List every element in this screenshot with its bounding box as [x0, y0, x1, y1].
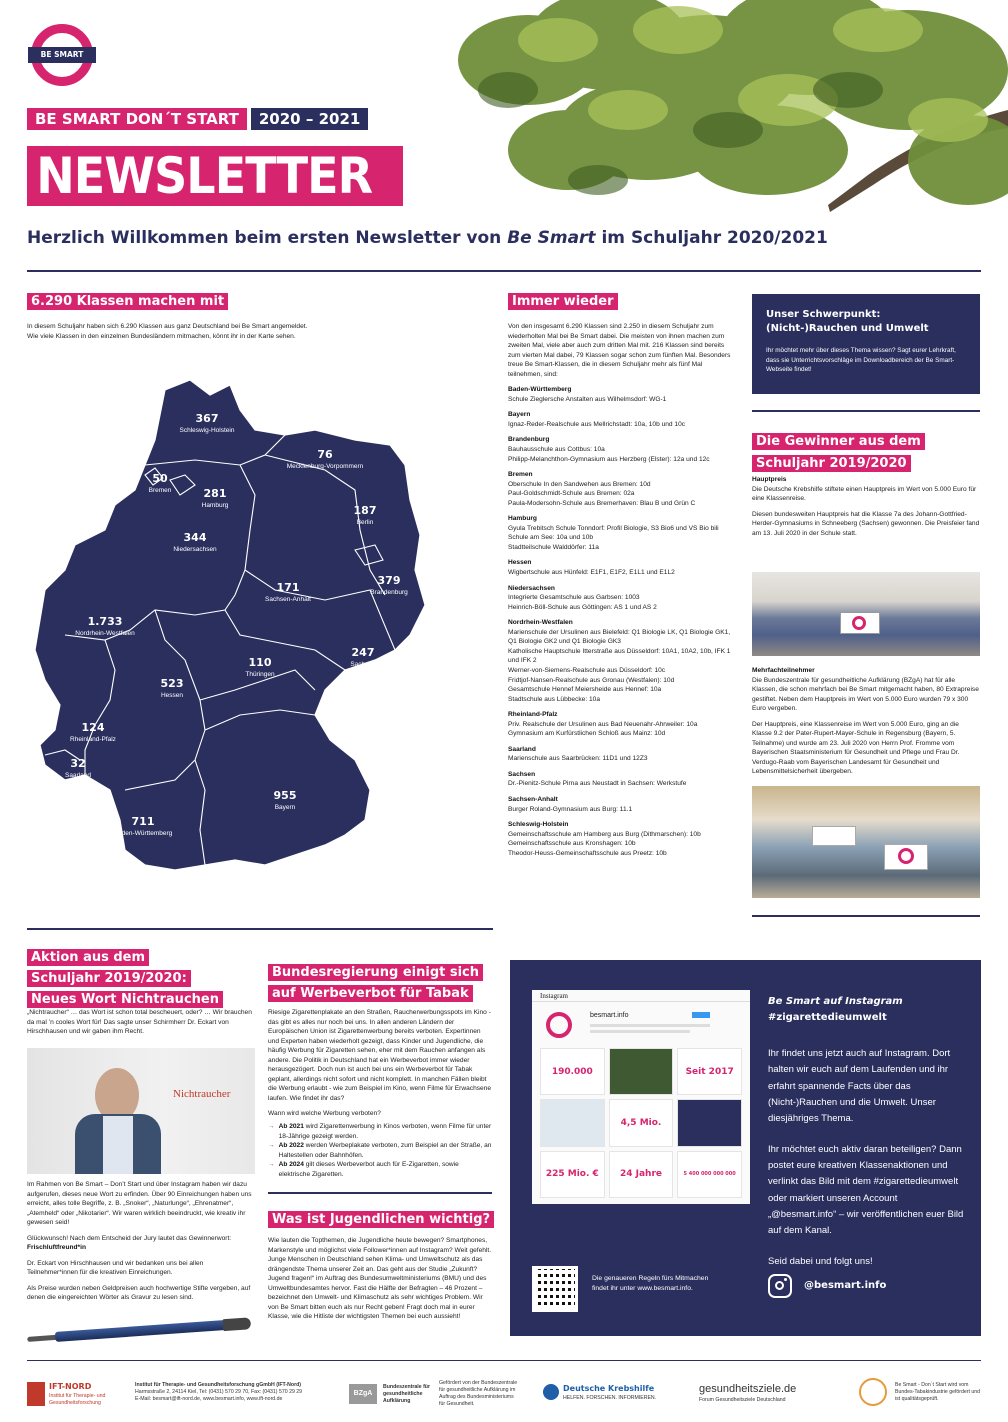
immer-group-line: Heinrich-Böll-Schule aus Göttingen: AS 1 und AS 2	[508, 603, 657, 611]
tree-illustration	[448, 0, 1008, 250]
divider-top	[27, 270, 981, 272]
immer-group-line: Philipp-Melanchthon-Gymnasium aus Herzberg (Elster): 12a und 12c	[508, 455, 710, 463]
klassen-intro-2: Wie viele Klassen in den einzelnen Bundesländern mitmachen, könnt ihr in der Karte sehen.	[27, 332, 296, 340]
aktion-intro: „Nichtraucher“ … das Wort ist schon total bescheuert, oder? … Wir brauchen da mal ’n cooles Wort für! Das sagte unser Schirmherr Dr. Eckart von Hirschhausen und wir gaben ihm Recht.	[27, 1009, 252, 1036]
immer-heading	[508, 292, 618, 310]
map-state-name: Hamburg	[201, 502, 229, 509]
immer-content	[508, 322, 736, 864]
instagram-tile[interactable]	[677, 1099, 742, 1146]
tag-year: 2020 – 2021	[251, 108, 368, 130]
immer-group	[508, 410, 736, 429]
ift-mail[interactable]: E-Mail: besmart@ift-nord.de, www.besmart.info, www.ift-nord.de	[135, 1396, 283, 1403]
quality-seal	[859, 1378, 887, 1406]
krebshilfe-sub: HELFEN. FORSCHEN. INFORMIEREN.	[563, 1395, 657, 1401]
photo-ceremony	[752, 786, 980, 898]
aktion-text-1: Im Rahmen von Be Smart – Don’t Start und über Instagram haben wir dazu aufgerufen, dieses neue Wort zu erfinden. Über 90 Einreichungen haben uns erreicht, alles tolle Begriffe, z. B. „Snoker“, „Naturlunge“, „Ehrenatmer“, „Atemheld“ oder „Nikotarier“. Wir waren wirklich beeindruckt, wie kreativ ihr gewesen seid!	[27, 1181, 252, 1227]
klassen-heading	[27, 292, 228, 310]
instagram-tile[interactable]	[540, 1099, 605, 1146]
map-state-name: Schleswig-Holstein	[179, 427, 235, 434]
instagram-tile[interactable]	[609, 1048, 674, 1095]
immer-group-line: Paula-Modersohn-Schule aus Bremerhaven: Blau B und Grün C	[508, 499, 696, 507]
aktion-heading	[27, 947, 257, 1009]
werbeverbot-item	[268, 1122, 492, 1141]
gewinner-hp-text-1: Die Deutsche Krebshilfe stiftete einen Hauptpreis im Wert von 5.000 Euro für eine Klassenreise.	[752, 485, 977, 503]
map-state-name: Rheinland-Pfalz	[70, 736, 116, 743]
gewinner-hp-title: Hauptpreis	[752, 476, 787, 483]
instagram-tile[interactable]: 225 Mio. €	[540, 1151, 605, 1198]
instagram-title-1: Be Smart auf Instagram	[768, 996, 903, 1007]
last-note: Be Smart - Don´t Start wird vom Bundes-Tabakindustrie gefördert und ist qualitätsgeprüft.	[895, 1382, 981, 1403]
immer-group-line: Ignaz-Reder-Realschule aus Mellrichstadt: 10a, 10b und 10c	[508, 420, 686, 428]
jugendliche-text: Wie lauten die Topthemen, die Jugendliche heute bewegen? Smartphones, Markenstyle und möglichst viele Follower*innen auf Instagram? Weit gefehlt. Junge Menschen in Deutschland sehen Klima- und Umweltschutz als das drängendste Thema unserer Zeit an. Das geht aus der Studie „Zukunft? Jugend fragen!“ im Auftrag des Bundesumweltministeriums (BMU) und des Umweltbundesamtes hervor. Fast die Hälfte der Befragten – 46 Prozent – bezeichnet den Umwelt- und Klimaschutz als sehr wichtiges Problem. Wir von Be Smart bitten euch als nur Recht geben! Fragt doch mal in eurer Klasse, wie die Hitliste der wichtigsten Themen bei euch aussieht!	[268, 1237, 492, 1321]
immer-group-state: Schleswig-Holstein	[508, 821, 569, 829]
immer-group-line: Fridtjof-Nansen-Realschule aus Gronau (Westfalen): 10d	[508, 676, 675, 684]
aktion-text-4: Als Preise wurden neben Geldpreisen auch hochwertige Stifte vergeben, auf denen die eingereichten Wörter als Gravur zu lesen sind.	[27, 1284, 251, 1302]
instagram-text-2: Ihr möchtet euch aktiv daran beteiligen? Dann postet eure kreativen Klassenaktionen und verlinkt das Bild mit dem #zigarettedieumwelt oder markiert unseren Account „@besmart.info“ – wir veröffentlichen euer Bild auf dem Kanal.	[768, 1143, 964, 1237]
immer-group-state: Niedersachsen	[508, 584, 555, 592]
aktion-winner-word: Frischluftfreund*in	[27, 1244, 86, 1252]
werbeverbot-item	[268, 1160, 492, 1179]
gewinner-mf-text-2: Der Hauptpreis, eine Klassenreise im Wert von 5.000 Euro, ging an die Klasse 9.2 der Pater-Rupert-Mayer-Schule in Regensburg (Bayern, 5. Teilnahme) und wurde am 23. Juli 2020 von Herrn Prof. Fromme vom Bayerischen Staatsministerium für Gesundheit und Pflege und Frau Dr. Verdugo-Raab vom Bayerischen Landesamt für Gesundheit und Lebensmittelsicherheit übergeben.	[752, 720, 960, 776]
map-state-name: Hessen	[160, 692, 184, 699]
immer-heading-text: Immer wieder	[508, 293, 618, 310]
gewinner-mf-title: Mehrfachteilnehmer	[752, 667, 815, 674]
immer-group-line: Katholische Hauptschule Itterstraße aus Düsseldorf: 10A1, 10A2, 10b, IFK 1 und IFK 2	[508, 647, 731, 665]
divider-footer	[27, 1360, 981, 1361]
immer-group	[508, 820, 736, 858]
werbeverbot-heading-2: auf Werbeverbot für Tabak	[268, 985, 473, 1002]
map-state-name: Brandenburg	[370, 589, 408, 596]
gewinner-heading-2: Schuljahr 2019/2020	[752, 455, 911, 472]
map-state-name: Bayern	[274, 804, 296, 811]
bzga-logo: BZgA	[349, 1384, 377, 1404]
ift-full: Institut für Therapie- und Gesundheitsforschung gGmbH (IFT-Nord)	[135, 1382, 301, 1388]
aktion-text-2-pre: Glückwunsch! Nach dem Entscheid der Jury lautet das Gewinnerwort:	[27, 1234, 232, 1242]
welcome-pre: Herzlich Willkommen beim ersten Newsletter von	[27, 228, 508, 248]
immer-group-line: Schule Zieglersche Anstalten aus Wilhelmsdorf: WG-1	[508, 395, 667, 403]
klassen-heading-text: 6.290 Klassen machen mit	[27, 293, 228, 310]
map-state-count: 344	[183, 531, 207, 544]
map-state-count: 171	[276, 581, 300, 594]
photo-classroom	[752, 572, 980, 656]
immer-group	[508, 558, 736, 577]
immer-group-state: Rheinland-Pfalz	[508, 711, 558, 719]
gewinner-heading	[752, 430, 982, 473]
krebshilfe-logo	[543, 1384, 559, 1400]
immer-group	[508, 618, 736, 704]
immer-group-state: Saarland	[508, 745, 536, 753]
footer	[27, 1370, 981, 1414]
welcome-em: Be Smart	[507, 228, 596, 248]
werbeverbot-text: Riesige Zigarettenplakate an den Straßen, Raucherwerbungsspots im Kino - das gibt es alles nur noch bei uns. In allen anderen Ländern der Europäischen Union ist Zigarettenwerbung bereits verboten. Expertinnen und Experten haben wiederholt gezeigt, dass Kinder und Jugendliche, die häufig Werbung für Zigaretten sehen, eher mit dem Rauchen anfangen als andere. Die Politik in Deutschland hat ein Werbeverbot immer wieder herausgezögert. Doch nun ist auch bei uns ein Werbeverbot für Tabak geplant, allerdings nicht sofort und nicht komplett. In manchen Fällen bleibt die Werbung erlaubt - wie zum Beispiel im Kino, wenn Filme für Erwachsene laufen. Wie findet ihr das?	[268, 1009, 492, 1102]
immer-group-state: Baden-Württemberg	[508, 386, 572, 394]
ift-addr: Harmsstraße 2, 24114 Kiel, Tel: (0431) 570 29 70, Fax: (0431) 570 29 29	[135, 1389, 303, 1396]
map-state-count: 711	[131, 815, 155, 828]
instagram-text-3: Seid dabei und folgt uns!	[768, 1255, 873, 1267]
map-state-count: 110	[248, 656, 272, 669]
immer-group-line: Stadtschule aus Lübbecke: 10a	[508, 695, 601, 703]
map-state-name: Thüringen	[245, 671, 275, 678]
aktion-heading-2: Schuljahr 2019/2020:	[27, 970, 191, 987]
schwerpunkt-text: Ihr möchtet mehr über dieses Thema wissen? Sagt eurer Lehrkraft, dass sie Unterrichtsvorschläge im Downloadbereich der Be Smart-Webseite findet!	[766, 347, 956, 374]
map-state-count: 76	[317, 448, 333, 461]
werbeverbot-item-rest: gilt dieses Werbeverbot auch für E-Zigaretten, sowie elektrische Zigaretten.	[278, 1161, 459, 1178]
immer-group	[508, 770, 736, 789]
werbeverbot-body	[268, 1008, 492, 1179]
photo-label-nichtraucher: Nichtraucher	[173, 1088, 231, 1100]
immer-group-state: Hessen	[508, 559, 532, 567]
werbeverbot-item-year: Ab 2024	[278, 1161, 304, 1169]
immer-group-line: Gymnasium am Kurfürstlichen Schloß aus Mainz: 10d	[508, 730, 666, 738]
immer-group-line: Gyula Trebitsch Schule Tonndorf: Profil Biologie, S3 Bio6 und VS Bio bili	[508, 524, 719, 532]
klassen-intro-1: In diesem Schuljahr haben sich 6.290 Klassen aus ganz Deutschland bei Be Smart angemeldet.	[27, 323, 308, 330]
immer-group-line: Priv. Realschule der Ursulinen aus Bad Neuenahr-Ahrweiler: 10a	[508, 720, 698, 728]
werbeverbot-item-text	[279, 1122, 492, 1141]
map-state-count: 955	[273, 789, 297, 802]
gz-sub: Forum Gesundheitsziele Deutschland	[699, 1397, 786, 1403]
immer-group-line: Burger Roland-Gymnasium aus Burg: 11.1	[508, 805, 633, 813]
immer-group-state: Bremen	[508, 471, 533, 479]
arrow-right-icon: →	[268, 1161, 275, 1169]
instagram-text	[768, 1046, 968, 1270]
immer-group-line: Gesamtschule Hennef Meiersheide aus Hennef: 10a	[508, 686, 662, 694]
instagram-tile[interactable]: Seit 2017	[677, 1048, 742, 1095]
map-state-count: 50	[152, 472, 168, 485]
gewinner-mf-text-1: Die Bundeszentrale für gesundheitliche Aufklärung (BZgA) hat für alle Klassen, die schon mehrfach bei Be Smart mitgemacht haben, 80 Extrapreise gestiftet. Neben dem Hauptpreis im Wert von 5.000 Euro wurden 79 x 300 Euro vergeben.	[752, 676, 979, 713]
immer-group-line: Wigbertschule aus Hünfeld: E1F1, E1F2, E1L1 und E1L2	[508, 569, 675, 577]
immer-group-line: Oberschule In den Sandwehen aus Bremen: 10d	[508, 480, 651, 488]
qr-text: Die genaueren Regeln fürs Mitmachen findet ihr unter www.besmart.info.	[592, 1275, 709, 1293]
immer-group-line: Stadtteilschule Walddörfer: 11a	[508, 543, 599, 551]
ift-name: IFT-NORD	[49, 1382, 92, 1391]
immer-group	[508, 514, 736, 552]
gewinner-hp-text-2: Diesen bundesweiten Hauptpreis hat die Klasse 7a des Johann-Gottfried-Herder-Gymnasiums in Schneeberg (Sachsen) gewonnen. Die Preisfeier fand am 13. Juli 2020 in der Schule statt.	[752, 510, 980, 537]
immer-group-state: Sachsen	[508, 770, 536, 778]
aktion-text-2	[27, 1234, 255, 1253]
gewinner-mf	[752, 666, 980, 777]
immer-group-line: Schule am See: 10a und 10b	[508, 534, 594, 542]
germany-map	[25, 360, 475, 910]
instagram-tile[interactable]: 4,5 Mio.	[609, 1099, 674, 1146]
logo-text: BE SMART	[28, 47, 96, 63]
welcome-post: im Schuljahr 2020/2021	[595, 228, 828, 248]
schwerpunkt-title-2: (Nicht-)Rauchen und Umwelt	[766, 323, 929, 334]
immer-group-line: Integrierte Gesamtschule aus Garbsen: 1003	[508, 594, 640, 602]
newsletter-title-box	[27, 146, 403, 206]
map-state-count: 379	[377, 574, 401, 587]
divider-werbe	[268, 1192, 492, 1194]
instagram-tile[interactable]: 190.000	[540, 1048, 605, 1095]
werbeverbot-item-rest: wird Zigarettenwerbung in Kinos verboten, wenn Filme für unter 18-Jährige gezeigt werden.	[278, 1123, 492, 1140]
map-state-count: 1.733	[87, 615, 123, 628]
map-state-name: Berlin	[356, 519, 374, 526]
instagram-box	[510, 960, 981, 1336]
instagram-tile[interactable]: 5 400 000 000 000	[677, 1151, 742, 1198]
jugendliche-heading-text: Was ist Jugendlichen wichtig?	[268, 1211, 494, 1228]
immer-group	[508, 795, 736, 814]
map-state-name: Bremen	[148, 487, 172, 494]
immer-group-line: Theodor-Heuss-Gemeinschaftsschule aus Preetz: 10b	[508, 849, 667, 857]
instagram-handle[interactable]: @besmart.info	[804, 1280, 887, 1291]
newsletter-title: NEWSLETTER	[36, 147, 373, 205]
werbeverbot-item-year: Ab 2022	[278, 1142, 304, 1150]
immer-groups	[508, 385, 736, 858]
divider-middle	[27, 928, 493, 930]
divider-right-1	[752, 410, 980, 412]
immer-group-line: Marienschule aus Saarbrücken: 11D1 und 12Z3	[508, 755, 648, 763]
map-state-name: Niedersachsen	[173, 546, 217, 553]
map-state-count: 32	[70, 757, 86, 770]
klassen-intro	[27, 322, 467, 341]
qr-code	[532, 1266, 578, 1312]
welcome-heading	[27, 228, 828, 248]
immer-group-line: Gemeinschaftsschule am Hamberg aus Burg (Dithmarschen): 10b	[508, 830, 701, 838]
werbeverbot-item-text	[279, 1160, 492, 1179]
werbeverbot-item-rest: werden Werbeplakate verboten, zum Beispiel an der Straße, an Haltestellen oder Bahnhöfen.	[278, 1142, 492, 1159]
werbeverbot-list	[268, 1122, 492, 1179]
instagram-tile[interactable]: 24 Jahre	[609, 1151, 674, 1198]
map-state-name: Baden-Württemberg	[113, 830, 173, 837]
immer-group-line: Werner-von-Siemens-Realschule aus Düsseldorf: 10c	[508, 666, 666, 674]
bzga-sub: Bundeszentrale für gesundheitliche Aufklärung	[383, 1384, 430, 1405]
krebshilfe-name: Deutsche Krebshilfe	[563, 1384, 655, 1393]
ift-sub: Institut für Therapie- und Gesundheitsforschung	[49, 1393, 106, 1407]
map-state-count: 523	[160, 677, 184, 690]
header-tags	[27, 108, 368, 130]
tag-be-smart: BE SMART DON´T START	[27, 108, 247, 130]
werbeverbot-item	[268, 1141, 492, 1160]
mock-account: besmart.info	[590, 1012, 629, 1019]
immer-group-state: Bayern	[508, 411, 531, 419]
schwerpunkt-title-1: Unser Schwerpunkt:	[766, 309, 881, 320]
map-state-count: 124	[81, 721, 105, 734]
werbeverbot-question: Wann wird welche Werbung verboten?	[268, 1110, 381, 1118]
immer-group-line: Dr.-Pienitz-Schule Pirna aus Neustadt in Sachsen: Werkstufe	[508, 780, 687, 788]
gewinner-heading-1: Die Gewinner aus dem	[752, 433, 925, 450]
immer-group-state: Brandenburg	[508, 436, 550, 444]
aktion-text-3: Dr. Eckart von Hirschhausen und wir bedanken uns bei allen Teilnehmer*innen für die kreativen Einreichungen.	[27, 1259, 204, 1277]
map-state-name: Sachsen-Anhalt	[265, 596, 311, 603]
gz-name: gesundheitsziele.de	[699, 1383, 797, 1395]
instagram-tiles	[540, 1048, 742, 1198]
aktion-heading-1: Aktion aus dem	[27, 949, 149, 966]
ift-logo	[27, 1382, 45, 1406]
be-smart-logo	[31, 24, 93, 86]
immer-group-state: Nordrhein-Westfalen	[508, 619, 573, 627]
immer-group-state: Hamburg	[508, 515, 537, 523]
map-state-name: Nordrhein-Westfalen	[75, 630, 135, 637]
photo-hirschhausen	[27, 1048, 255, 1174]
werbeverbot-item-year: Ab 2021	[278, 1123, 304, 1131]
map-state-name: Mecklenburg-Vorpommern	[286, 463, 364, 470]
mock-brand: Instagram	[532, 990, 750, 1002]
immer-group-line: Bauhausschule aus Cottbus: 10a	[508, 446, 605, 454]
instagram-title-2: #zigarettedieumwelt	[768, 1012, 887, 1023]
instagram-mockup	[532, 990, 750, 1204]
gewinner-hp	[752, 475, 980, 538]
immer-group	[508, 584, 736, 613]
ift-details	[135, 1382, 335, 1403]
immer-group-line: Paul-Goldschmidt-Schule aus Bremen: 02a	[508, 490, 635, 498]
map-state-count: 367	[195, 412, 219, 425]
arrow-right-icon: →	[268, 1142, 275, 1150]
map-state-name: Saarland	[64, 772, 92, 779]
immer-group	[508, 385, 736, 404]
jugendliche-heading	[268, 1210, 494, 1228]
map-state-count: 187	[353, 504, 377, 517]
immer-group	[508, 470, 736, 508]
bzga-note: Gefördert von der Bundeszentrale für gesundheitliche Aufklärung im Auftrag des Bundesministeriums für Gesundheit.	[439, 1380, 518, 1408]
aktion-heading-3: Neues Wort Nichtrauchen	[27, 991, 223, 1008]
pen-illustration	[27, 1314, 254, 1348]
immer-group	[508, 710, 736, 739]
immer-intro: Von den insgesamt 6.290 Klassen sind 2.250 in diesem Schuljahr zum wiederholten Mal bei Be Smart dabei. Die meisten von ihnen machen zum zweiten Mal, viele aber auch zum dritten Mal mit. 216 Klassen sind bereits zum vierten Mal dabei, 79 Klassen sogar schon zum fünften Mal. Besonders treue Be Smart-Klassen, die in diesem Schuljahr mehr als fünf Mal teilnehmen, sind:	[508, 323, 731, 378]
instagram-text-1: Ihr findet uns jetzt auch auf Instagram. Dort halten wir euch auf dem Laufenden und ihr erfahrt spannende Facts über das (Nicht-)Rauchen und die Umwelt. Unser diesjähriges Thema.	[768, 1048, 951, 1125]
map-state-count: 247	[351, 646, 375, 659]
schwerpunkt-box	[752, 294, 980, 394]
immer-group	[508, 745, 736, 764]
map-state-name: Sachsen	[350, 661, 376, 668]
aktion-body	[27, 1180, 255, 1303]
immer-group-line: Gemeinschaftsschule aus Kronshagen: 10b	[508, 840, 636, 848]
immer-group	[508, 435, 736, 464]
instagram-icon[interactable]	[768, 1274, 792, 1298]
werbeverbot-heading	[268, 962, 498, 1004]
arrow-right-icon: →	[268, 1123, 275, 1131]
immer-group-line: Marienschule der Ursulinen aus Bielefeld: Q1 Biologie LK, Q1 Biologie GK1, Q1 Biologie GK2 und Q1 Biologie GK3	[508, 628, 731, 646]
werbeverbot-heading-1: Bundesregierung einigt sich	[268, 964, 483, 981]
divider-middle-right	[752, 915, 980, 917]
immer-group-state: Sachsen-Anhalt	[508, 795, 558, 803]
werbeverbot-item-text	[279, 1141, 492, 1160]
map-state-count: 281	[203, 487, 227, 500]
